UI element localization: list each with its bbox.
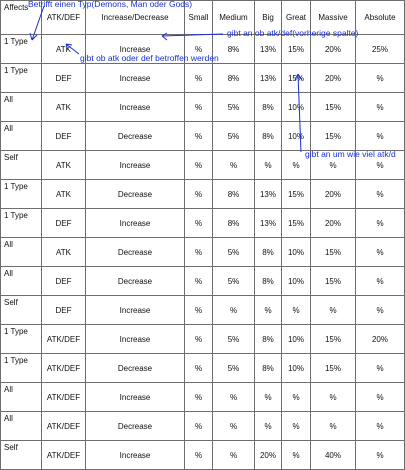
value-cell: % [311,412,356,441]
stat-cell: ATK/DEF [42,354,86,383]
value-cell: 15% [282,209,311,238]
table-row [1,441,405,470]
stat-cell: ATK/DEF [42,383,86,412]
column-header: Affects [1,1,42,35]
value-cell: % [213,151,255,180]
direction-cell: Increase [86,151,185,180]
direction-cell: Increase [86,209,185,238]
value-cell: % [185,441,213,470]
table-row [1,354,405,383]
note-affects: Betrifft einen Typ(Demons, Man oder Gods) [28,0,193,9]
affects-cell: All [1,412,42,441]
value-cell: % [255,296,282,325]
affects-cell: 1 Type [1,354,42,383]
value-cell: 8% [255,267,282,296]
value-cell: % [255,383,282,412]
stat-cell: ATK [42,238,86,267]
table-row [1,383,405,412]
affects-cell: 1 Type [1,209,42,238]
affects-cell: All [1,93,42,122]
value-cell: % [356,64,405,93]
value-cell: 13% [255,209,282,238]
value-cell: 15% [311,325,356,354]
affects-cell: Self [1,296,42,325]
value-cell: % [356,151,405,180]
value-cell: % [356,122,405,151]
table-row [1,296,405,325]
table-row [1,93,405,122]
value-cell: 20% [311,180,356,209]
value-cell: % [185,93,213,122]
affects-cell: All [1,238,42,267]
value-cell: % [311,296,356,325]
value-cell: % [282,151,311,180]
stat-cell: ATK/DEF [42,325,86,354]
value-cell: % [282,412,311,441]
value-cell: % [356,267,405,296]
value-cell: % [356,238,405,267]
value-cell: 20% [311,64,356,93]
value-cell: 8% [213,35,255,64]
value-cell: 8% [255,93,282,122]
value-cell: 20% [255,441,282,470]
value-cell: % [185,383,213,412]
value-cell: 13% [255,180,282,209]
value-cell: % [185,296,213,325]
value-cell: 20% [311,209,356,238]
stat-cell: DEF [42,209,86,238]
value-cell: % [255,151,282,180]
affects-cell: All [1,267,42,296]
value-cell: 15% [311,122,356,151]
value-cell: 15% [311,267,356,296]
value-cell: 15% [282,180,311,209]
affects-cell: 1 Type [1,325,42,354]
affects-cell: 1 Type [1,35,42,64]
value-cell: % [356,383,405,412]
stat-cell: DEF [42,296,86,325]
affects-cell: 1 Type [1,180,42,209]
value-cell: 15% [311,354,356,383]
value-cell: 8% [255,122,282,151]
value-cell: % [311,383,356,412]
value-cell: % [185,238,213,267]
stat-cell: ATK [42,151,86,180]
value-cell: 8% [255,238,282,267]
value-cell: % [356,296,405,325]
value-cell: 10% [282,325,311,354]
value-cell: 10% [282,238,311,267]
note-amount: gibt an um wie viel atk/d [305,149,396,159]
direction-cell: Increase [86,441,185,470]
value-cell: % [185,209,213,238]
note-atkdef: gibt ob atk oder def betroffen werden [80,53,219,63]
value-cell: 15% [282,64,311,93]
value-cell: 5% [213,267,255,296]
table-row [1,64,405,93]
value-cell: % [356,93,405,122]
affects-cell: 1 Type [1,64,42,93]
value-cell: % [356,441,405,470]
direction-cell: Increase [86,35,185,64]
value-cell: 8% [255,354,282,383]
value-cell: % [185,180,213,209]
stat-cell: ATK [42,93,86,122]
value-cell: % [185,267,213,296]
value-cell: 8% [213,64,255,93]
value-cell: % [185,64,213,93]
value-cell: % [356,209,405,238]
value-cell: % [255,412,282,441]
value-cell: % [356,180,405,209]
value-cell: % [356,412,405,441]
value-cell: % [185,354,213,383]
table-row [1,412,405,441]
stat-cell: ATK [42,180,86,209]
value-cell: 15% [282,35,311,64]
value-cell: 25% [356,35,405,64]
table-row [1,180,405,209]
column-header: Great [282,1,311,35]
column-header: Increase/Decrease [86,1,185,35]
direction-cell: Decrease [86,238,185,267]
affects-cell: Self [1,151,42,180]
value-cell: 10% [282,354,311,383]
direction-cell: Increase [86,93,185,122]
direction-cell: Decrease [86,180,185,209]
table-row [1,325,405,354]
table-row [1,238,405,267]
column-header: ATK/DEF [42,1,86,35]
table-row [1,122,405,151]
table-row [1,209,405,238]
stat-cell: DEF [42,267,86,296]
stat-cell: ATK/DEF [42,412,86,441]
direction-cell: Increase [86,296,185,325]
direction-cell: Decrease [86,354,185,383]
direction-cell: Decrease [86,122,185,151]
value-cell: % [213,412,255,441]
direction-cell: Decrease [86,267,185,296]
value-cell: 20% [311,35,356,64]
value-cell: 8% [213,180,255,209]
value-cell: % [282,383,311,412]
table-row [1,267,405,296]
affects-cell: Self [1,441,42,470]
value-cell: % [213,441,255,470]
value-cell: 10% [282,93,311,122]
direction-cell: Increase [86,325,185,354]
value-cell: 8% [255,325,282,354]
column-header: Massive [311,1,356,35]
value-cell: 15% [311,93,356,122]
value-cell: 5% [213,325,255,354]
stat-cell: DEF [42,122,86,151]
value-cell: % [185,412,213,441]
value-cell: 10% [282,122,311,151]
value-cell: 5% [213,122,255,151]
value-cell: 10% [282,267,311,296]
affects-cell: All [1,122,42,151]
column-header: Absolute [356,1,405,35]
direction-cell: Increase [86,64,185,93]
value-cell: % [213,383,255,412]
stat-cell: ATK/DEF [42,441,86,470]
value-cell: 8% [213,209,255,238]
value-cell: % [185,122,213,151]
stat-cell: ATK [42,35,86,64]
value-cell: 5% [213,93,255,122]
value-cell: % [185,325,213,354]
value-cell: 5% [213,354,255,383]
note-increase: gibt an ob atk/def(vorherige spalte) [227,28,359,38]
direction-cell: Increase [86,383,185,412]
value-cell: 15% [311,238,356,267]
value-cell: % [311,151,356,180]
column-header: Medium [213,1,255,35]
value-cell: 40% [311,441,356,470]
value-cell: 5% [213,238,255,267]
value-cell: 20% [356,325,405,354]
value-cell: % [282,441,311,470]
value-cell: % [185,151,213,180]
value-cell: 13% [255,64,282,93]
stat-cell: DEF [42,64,86,93]
column-header: Small [185,1,213,35]
value-cell: % [356,354,405,383]
value-cell: 13% [255,35,282,64]
value-cell: % [282,296,311,325]
affects-cell: All [1,383,42,412]
value-cell: % [185,35,213,64]
direction-cell: Decrease [86,412,185,441]
value-cell: % [213,296,255,325]
column-header: Big [255,1,282,35]
